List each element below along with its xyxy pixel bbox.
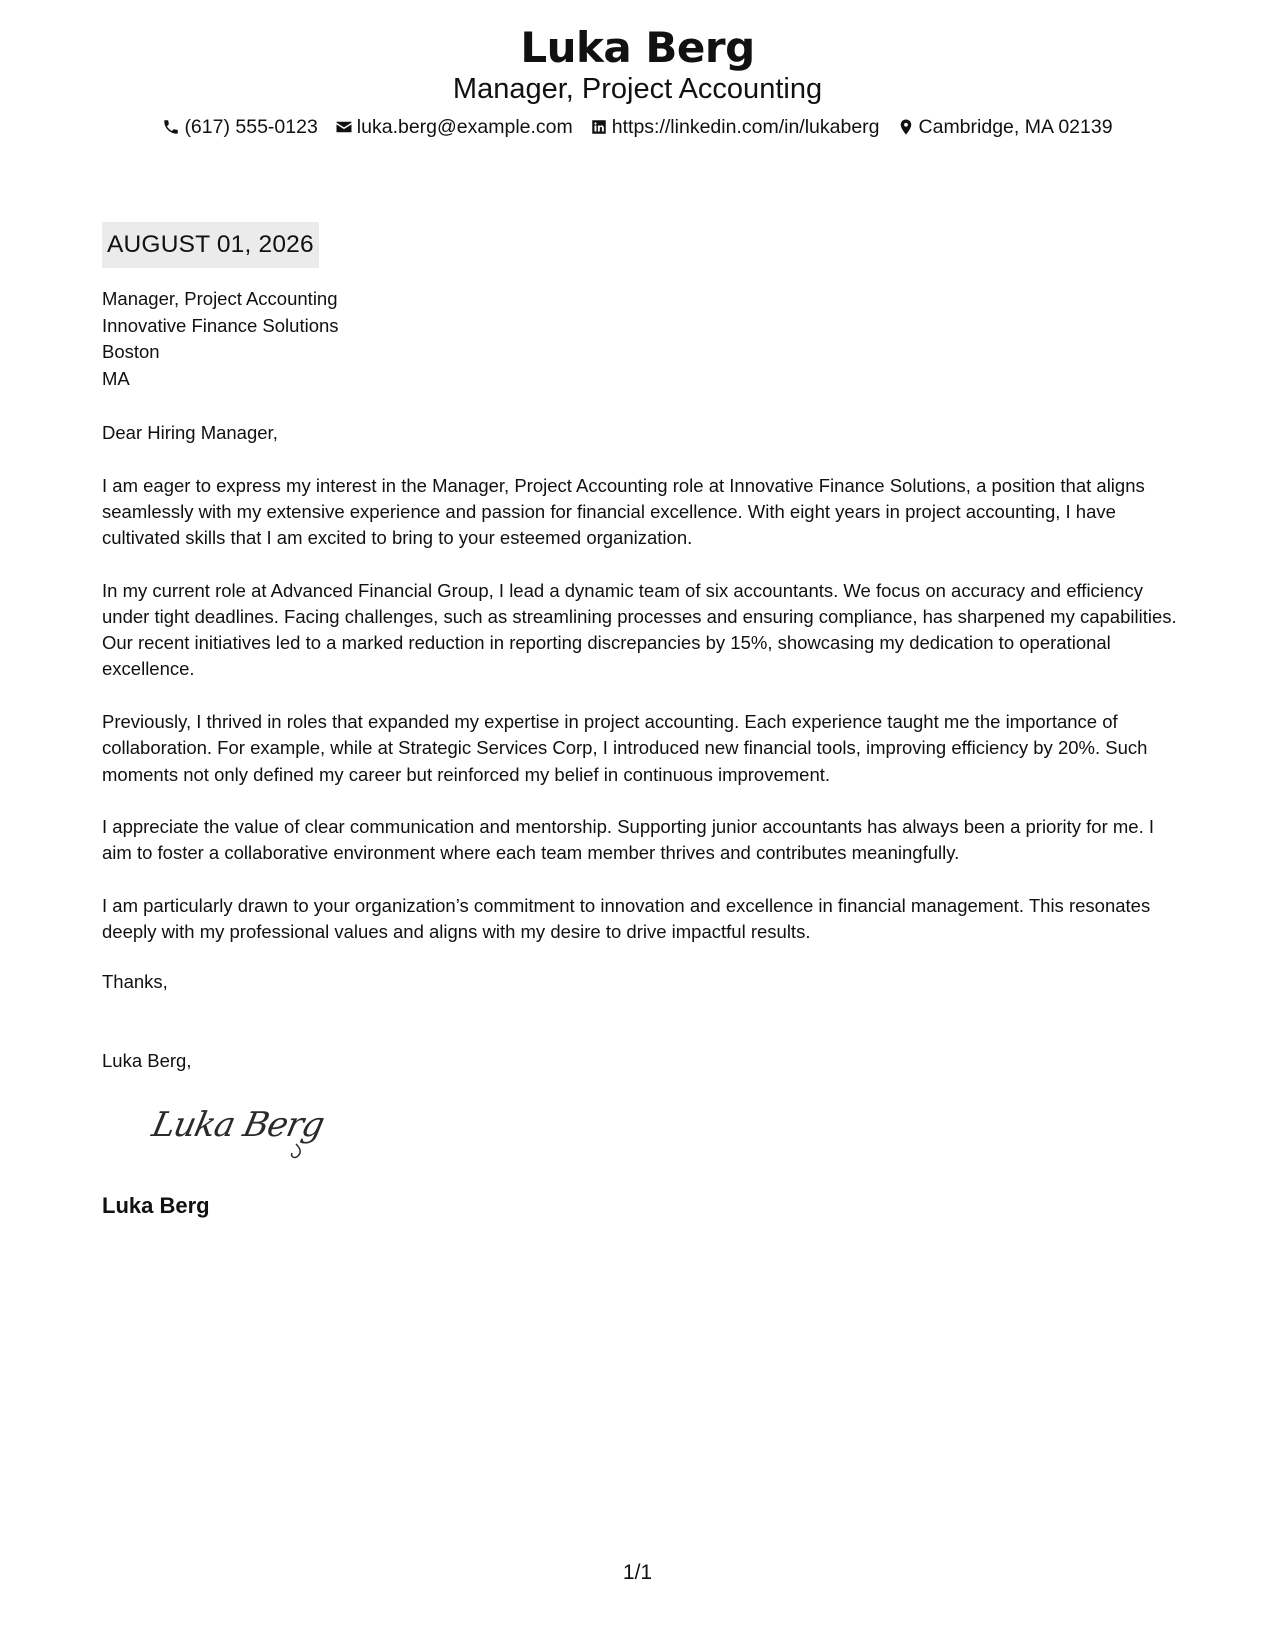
contact-phone — [162, 114, 317, 140]
body-paragraph: Previously, I thrived in roles that expanded my expertise in project accounting. Each experience taught me the importance of collaboration. For example, while at Strategic Services Corp, I introduced new financial tools, improving efficiency by 20%. Such moments not only defined my career but reinforced my belief in continuous improvement. — [102, 711, 1148, 785]
signoff-name: Luka Berg, — [102, 1050, 192, 1071]
letter-body — [102, 420, 1182, 972]
body-paragraph: I am eager to express my interest in the Manager, Project Accounting role at Innovative Finance Solutions, a position that aligns seamlessly with my extensive experience and passion for financial excellence. With eight years in project accounting, I have cultivated skills that I am excited to bring to your esteemed organization. — [102, 474, 1145, 549]
letter-header — [0, 22, 1275, 140]
salutation: Dear Hiring Manager, — [102, 422, 278, 443]
recipient-line: Boston — [102, 341, 160, 362]
contact-linkedin[interactable] — [590, 114, 880, 140]
recipient-line: Manager, Project Accounting — [102, 288, 338, 309]
body-paragraph: I am particularly drawn to your organization’s commitment to innovation and excellence in financial management. This resonates deeply with my professional values and aligns with my desire to drive impactful results. — [102, 895, 1151, 943]
location-text: Cambridge, MA 02139 — [918, 116, 1113, 138]
email-address[interactable]: luka.berg@example.com — [356, 116, 573, 138]
applicant-title: Manager, Project Accounting — [452, 73, 823, 105]
linkedin-icon — [590, 118, 608, 136]
linkedin-url[interactable]: https://linkedin.com/in/lukaberg — [611, 116, 880, 138]
phone-number: (617) 555-0123 — [184, 116, 318, 138]
recipient-address — [102, 286, 339, 392]
handwritten-signature — [146, 1100, 326, 1160]
page-number: 1/1 — [622, 1561, 653, 1584]
letter-date: AUGUST 01, 2026 — [102, 222, 319, 268]
svg-text:Luka Berg: Luka Berg — [148, 1105, 326, 1145]
contact-row — [0, 114, 1275, 140]
contact-location — [897, 114, 1113, 140]
contact-email[interactable] — [335, 114, 573, 140]
closing-line: Thanks, — [102, 971, 168, 992]
body-paragraph: In my current role at Advanced Financial Group, I lead a dynamic team of six accountants. We focus on accuracy and efficiency under tight deadlines. Facing challenges, such as streamlining processes and ensuring compliance, has sharpened my capabilities. Our recent initiatives led to a marked reduction in reporting discrepancies by 15%, showcasing my dedication to operational excellence. — [102, 579, 1177, 680]
recipient-line: Innovative Finance Solutions — [102, 314, 339, 336]
body-paragraph: I appreciate the value of clear communication and mentorship. Supporting junior accountants has always been a priority for me. I aim to foster a collaborative environment where each team member thrives and contributes meaningfully. — [102, 816, 1154, 864]
recipient-line: MA — [102, 367, 130, 389]
map-pin-icon — [897, 118, 915, 136]
applicant-name: Luka Berg — [520, 23, 755, 72]
signature-name: Luka Berg — [102, 1193, 210, 1218]
phone-icon — [162, 118, 180, 136]
envelope-icon — [335, 118, 353, 136]
